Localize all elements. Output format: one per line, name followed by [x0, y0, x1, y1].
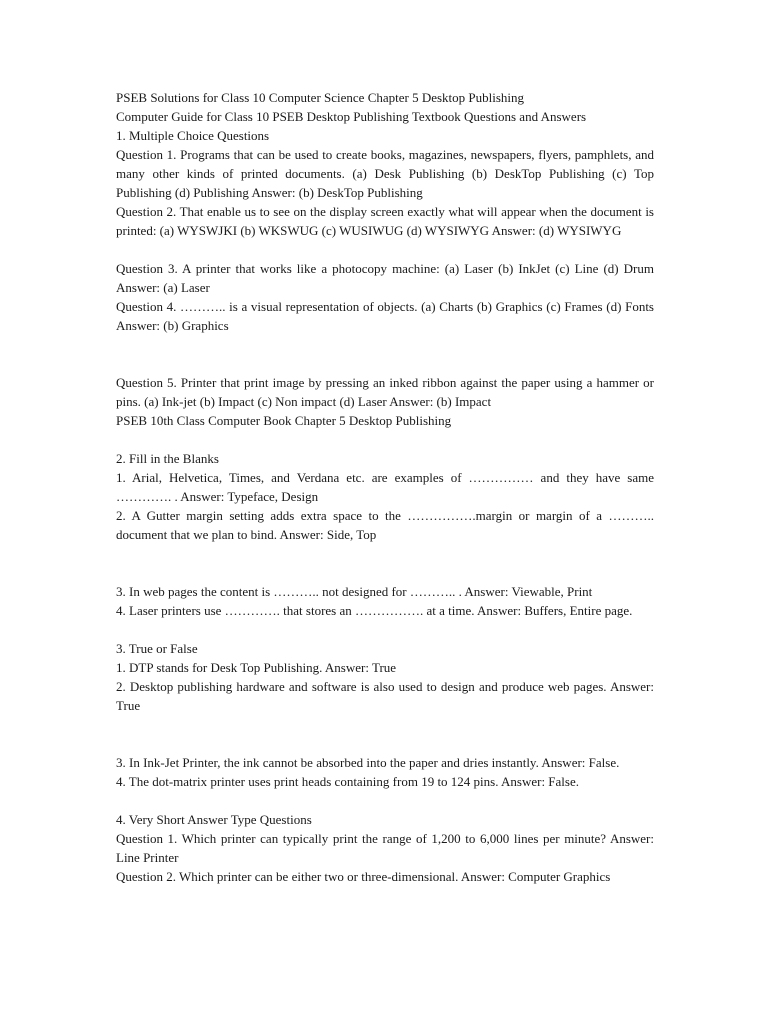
very-short-question-2: Question 2. Which printer can be either two or three-dimensional. Answer: Computer Graphics	[116, 869, 611, 884]
spacer	[116, 430, 654, 449]
section-heading-mcq: 1. Multiple Choice Questions	[116, 128, 270, 143]
mcq-question-3: Question 3. A printer that works like a photocopy machine: (a) Laser (b) InkJet (c) Line (d) Drum Answer: (a) Laser	[116, 261, 654, 295]
spacer	[116, 335, 654, 373]
section-heading-very-short: 4. Very Short Answer Type Questions	[116, 812, 312, 827]
fill-blank-3: 3. In web pages the content is ……….. not designed for ……….. . Answer: Viewable, Print	[116, 584, 593, 599]
document-title: PSEB Solutions for Class 10 Computer Science Chapter 5 Desktop Publishing	[116, 90, 525, 105]
mcq-question-1: Question 1. Programs that can be used to create books, magazines, newspapers, flyers, pamphlets, and many other kinds of printed documents. (a) Desk Publishing (b) DeskTop Publishing (c) Top Publishing (d) Publishing Answer: (b) DeskTop Publishing	[116, 147, 654, 200]
mcq-question-2: Question 2. That enable us to see on the display screen exactly what will appear when the document is printed: (a) WYSWJKI (b) WKSWUG (c) WUSIWUG (d) WYSIWYG Answer: (d) WYSIWYG	[116, 204, 654, 238]
fill-blank-1: 1. Arial, Helvetica, Times, and Verdana etc. are examples of …………… and they have same …………. . Answer: Typeface, Design	[116, 470, 654, 504]
very-short-question-1: Question 1. Which printer can typically print the range of 1,200 to 6,000 lines per minute? Answer: Line Printer	[116, 831, 654, 865]
fill-blank-4: 4. Laser printers use …………. that stores an ……………. at a time. Answer: Buffers, Entire page.	[116, 603, 633, 618]
spacer	[116, 791, 654, 810]
section-heading-true-false: 3. True or False	[116, 641, 198, 656]
spacer	[116, 240, 654, 259]
spacer	[116, 715, 654, 753]
document-page	[116, 88, 654, 886]
mcq-question-4: Question 4. ……….. is a visual representation of objects. (a) Charts (b) Graphics (c) Frames (d) Fonts Answer: (b) Graphics	[116, 299, 654, 333]
fill-blank-2: 2. A Gutter margin setting adds extra space to the …………….margin or margin of a ……….. document that we plan to bind. Answer: Side, Top	[116, 508, 654, 542]
true-false-4: 4. The dot-matrix printer uses print heads containing from 19 to 124 pins. Answer: False.	[116, 774, 579, 789]
spacer	[116, 620, 654, 639]
true-false-1: 1. DTP stands for Desk Top Publishing. Answer: True	[116, 660, 397, 675]
true-false-2: 2. Desktop publishing hardware and software is also used to design and produce web pages. Answer: True	[116, 679, 654, 713]
true-false-3: 3. In Ink-Jet Printer, the ink cannot be absorbed into the paper and dries instantly. Answer: False.	[116, 755, 620, 770]
mcq-question-5: Question 5. Printer that print image by pressing an inked ribbon against the paper using a hammer or pins. (a) Ink-jet (b) Impact (c) Non impact (d) Laser Answer: (b) Impact	[116, 375, 654, 409]
section-footer-note: PSEB 10th Class Computer Book Chapter 5 Desktop Publishing	[116, 413, 452, 428]
section-heading-fill-blanks: 2. Fill in the Blanks	[116, 451, 219, 466]
document-subtitle: Computer Guide for Class 10 PSEB Desktop Publishing Textbook Questions and Answers	[116, 109, 587, 124]
spacer	[116, 544, 654, 582]
